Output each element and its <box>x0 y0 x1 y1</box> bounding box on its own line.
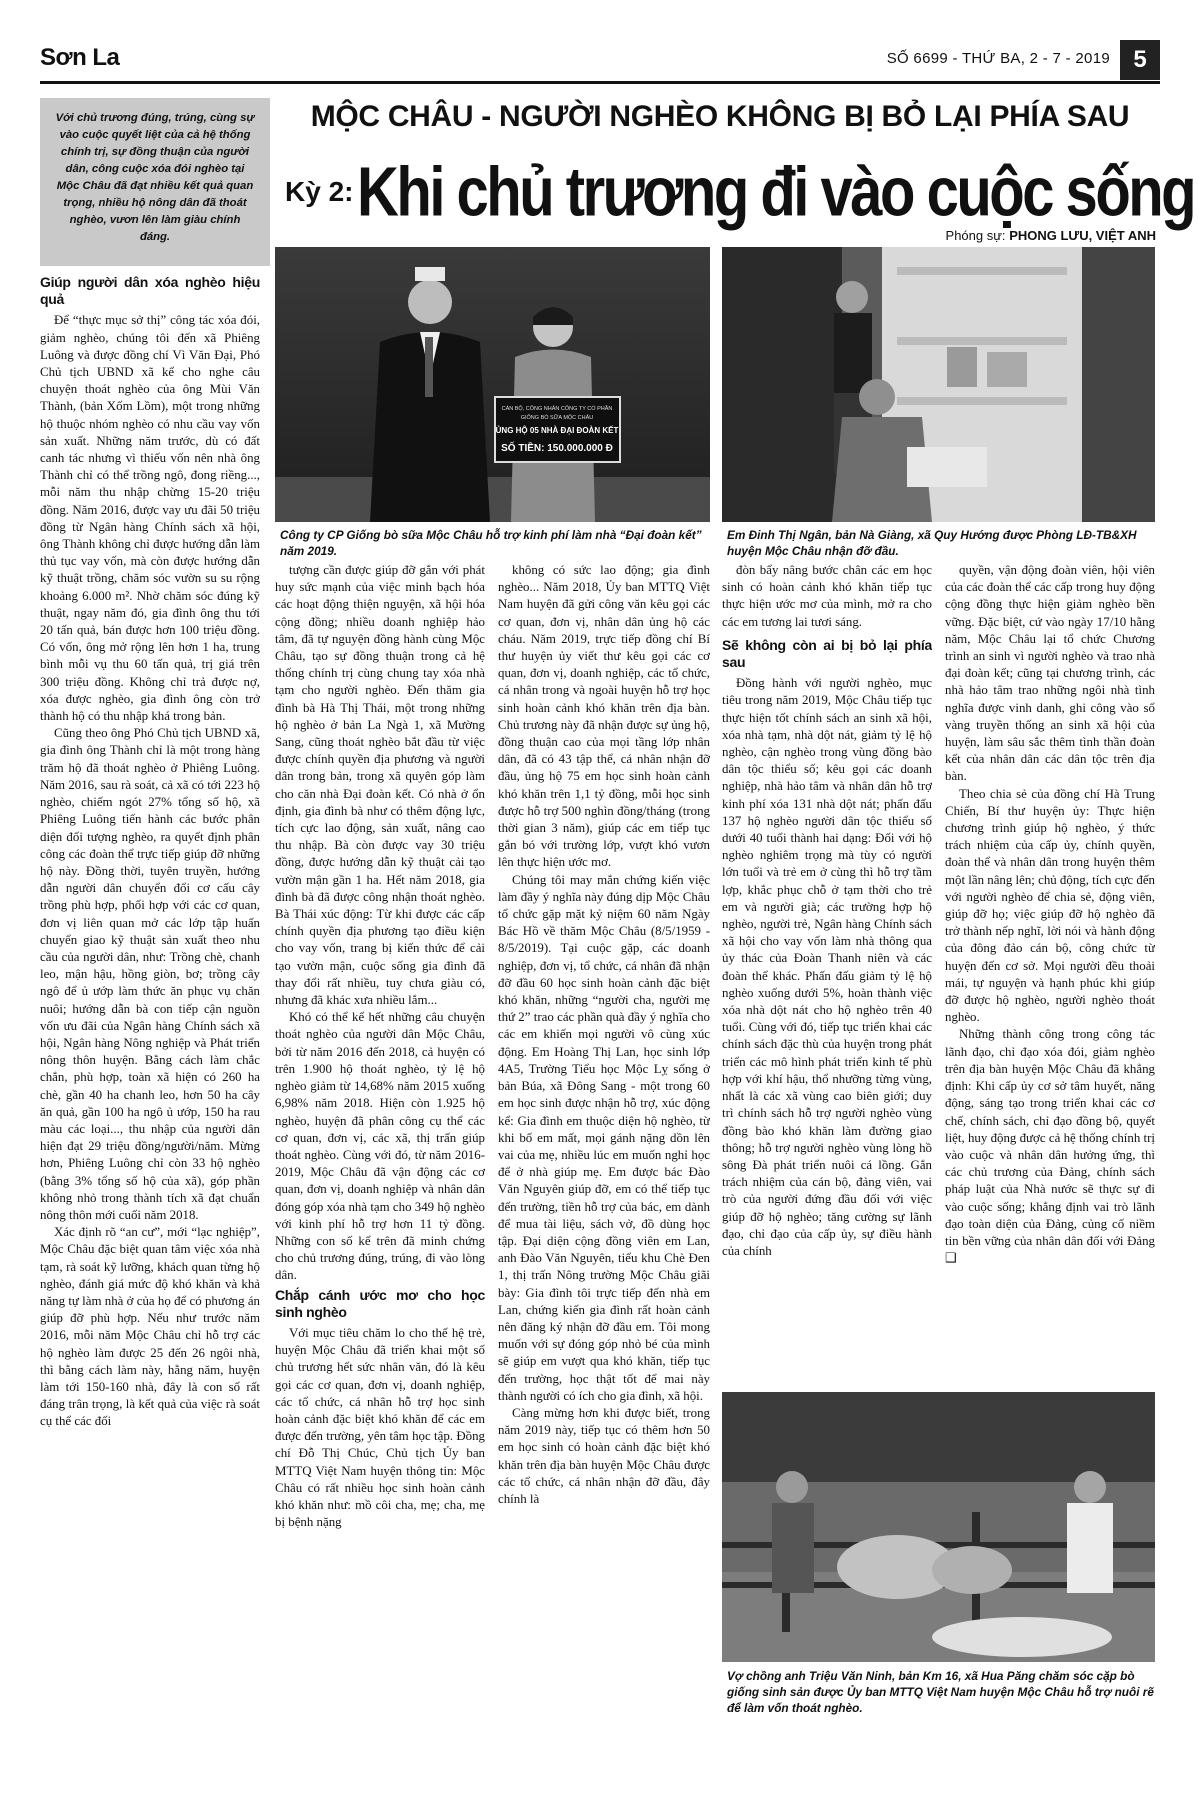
photo-student <box>722 247 1155 522</box>
article-paragraph: quyền, vận động đoàn viên, hội viên của các đoàn thể các cấp trong huy động cộng đồng thực hiện giảm nghèo bền vững. Đặc biệt, cứ vào ngày 17/10 hằng năm, Mộc Châu lại tổ chức Chương trình an sinh vì người nghèo và trao nhà đại đoàn kết; cũng tại chương trình, các nhà hảo tâm trao những ngôi nhà tình nghĩa được vinh danh, ghi công vào sổ vàng truyền thống an sinh xã hội của huyện, làm sâu sắc thêm tình thần đoàn kết của nhân dân các dân tộc trên địa bàn. <box>945 563 1155 784</box>
article-paragraph: Khó có thể kể hết những câu chuyện thoát nghèo của người dân Mộc Châu, bởi từ năm 2016 đến 2018, cả huyện có trên 1.900 hộ thoát nghèo, tỷ lệ hộ nghèo giảm từ 14,68% năm 2015 xuống 6,98% năm 2018. Hiện còn 1.925 hộ nghèo, huyện đã phân công cụ thể các cơ quan, đơn vị, các xã, thị trấn giúp thoát nghèo. Cùng với đó, từ năm 2016-2019, Mộc Châu đã vận động các cơ quan, đơn vị, doanh nghiệp và nhân dân đóng góp xóa nhà tạm cho 349 hộ nghèo với kinh phí hỗ trợ hơn 11 tỷ đồng. Những con số kể trên đã minh chứng cho chủ trương đúng, trúng, đi vào lòng dân. <box>275 1010 485 1283</box>
article-paragraph: Xác định rõ “an cư”, mới “lạc nghiệp”, Mộc Châu đặc biệt quan tâm việc xóa nhà tạm, rà soát kỹ lưỡng, khách quan từng hộ nghèo, đánh giá mức độ khó khăn và khả năng tự làm nhà ở của họ để có phương án giúp đỡ phù hợp. Nếu như trước năm 2016, mỗi năm Mộc Châu chỉ hỗ trợ các hộ nghèo làm được 25 đến 26 ngôi nhà, thì bằng cách làm này, hằng năm, huyện làm tới 150-160 nhà, đây là con số rất đáng trân trọng, là kết quả của việc rà soát cụ thể các đối <box>40 1225 260 1429</box>
photo-cows-caption: Vợ chồng anh Triệu Văn Ninh, bản Km 16, xã Hua Păng chăm sóc cặp bò giống sinh sản được Ủy ban MTTQ Việt Nam huyện Mộc Châu hỗ trợ nuôi rẽ để làm vốn thoát nghèo. <box>727 1669 1154 1715</box>
article-paragraph: Với mục tiêu chăm lo cho thế hệ trẻ, huyện Mộc Châu đã triển khai một số chủ trương hết sức nhân văn, đó là kêu gọi các cơ quan, đơn vị, doanh nghiệp, các tổ chức, cá nhân hỗ trợ học sinh hoàn cảnh đặc biệt khó khăn để các em được đến trường, yên tâm học tập. Đồng chí Đỗ Thị Chúc, Chủ tịch Ủy ban MTTQ Việt Nam huyện thông tin: Mộc Châu có rất nhiều học sinh hoàn cảnh khó khăn như: mồ côi cha, mẹ; cha, mẹ bị bệnh nặng <box>275 1325 485 1530</box>
section-name: Sơn La <box>40 44 120 71</box>
byline-label: Phóng sự: <box>945 228 1006 243</box>
article-column-1 <box>40 272 260 1772</box>
headline-title: Khi chủ trương đi vào cuộc sống <box>357 153 1195 232</box>
headline-part: Kỳ 2: <box>285 176 354 207</box>
article-column-2 <box>275 562 485 1762</box>
subhead-student-dreams: Chắp cánh ước mơ cho học sinh nghèo <box>275 1286 485 1320</box>
byline <box>946 228 1156 243</box>
article-paragraph: Càng mừng hơn khi được biết, trong năm 2019 này, tiếp tục có thêm hơn 50 em học sinh có hoàn cảnh đặc biệt khó khăn trên địa bàn huyện Mộc Châu được các tổ chức, cá nhân nhận đỡ đầu, đây chính là <box>498 1405 710 1506</box>
subhead-poverty-help: Giúp người dân xóa nghèo hiệu quả <box>40 274 260 308</box>
photo-cows <box>722 1392 1155 1662</box>
photo-student-illustration <box>722 247 1155 522</box>
article-paragraph: không có sức lao động; gia đình nghèo... Năm 2018, Ủy ban MTTQ Việt Nam huyện đã gửi công văn kêu gọi các cơ quan, đơn vị, nhân dân ủng hộ các cháu. Năm 2019, trực tiếp đồng chí Bí thư huyện ủy viết thư kêu gọi các cơ quan, đơn vị, doanh nghiệp, các tổ chức, cá nhân trong và ngoài huyện hỗ trợ học sinh hoàn cảnh khó khăn trên địa bàn. Chủ trương này đã nhận được sự ủng hộ, đồng thuận cao của mọi tầng lớp nhân dân, đã có 43 tập thể, cá nhân nhận đỡ đầu, ủng hộ 75 em học sinh hoàn cảnh khó khăn trên 1,1 tỷ đồng, mỗi học sinh được hỗ trợ 500 nghìn đồng/tháng (trong thời gian 3 năm), giúp các em tiếp tục gắn bó với trường lớp, vượt khó vươn lên thực hiện ước mơ. <box>498 563 710 870</box>
lede-box: Với chủ trương đúng, trúng, cùng sự vào cuộc quyết liệt của cả hệ thống chính trị, sự đồng thuận của người dân, công cuộc xóa đói nghèo tại Mộc Châu đã đạt nhiều kết quả quan trọng, nhiều hộ nông dân đã thoát nghèo, vươn lên làm giàu chính đáng. <box>40 98 270 266</box>
article-paragraph: tượng cần được giúp đỡ gắn với phát huy sức mạnh của việc minh bạch hóa các hoạt động thiện nguyện, xã hội hóa cộng đồng; nhiều doanh nghiệp hảo tâm, đã tự nguyện đồng hành cùng Mộc Châu, tạo sự đồng thuận trong cả hệ thống chính trị cùng chung tay xóa nhà tạm cho người nghèo. Đến thăm gia đình bà Hà Thị Thái, một trong những hộ nghèo ở bản La Ngà 1, xã Mường Sang, cũng thoát nghèo bắt đầu từ việc được chính quyền địa phương và người dân trong bản, trong xã quyên góp làm cho căn nhà Đại đoàn kết. Có nhà ở ổn định, gia đình bà như có thêm động lực, tích cực lao động, sản xuất, nâng cao thu nhập. Bà còn được vay 30 triệu đồng, được hướng dẫn kỹ thuật cải tạo vườn mận gần 1 ha. Hết năm 2018, gia đình bà đã được công nhận thoát nghèo. Bà Thái xúc động: Từ khi được các cấp chính quyền địa phương tạo điều kiện cho vay vốn, trang bị kiến thức để cải tạo vườn mận, cuộc sống gia đình đã thay đổi rất nhiều, tuy chưa giàu có, nhưng đã khác xưa nhiều lắm... <box>275 563 485 1008</box>
sign-line-1: CÁN BỘ, CÔNG NHÂN CÔNG TY CỔ PHẦN <box>501 406 613 412</box>
article-paragraph: Để “thực mục sở thị” công tác xóa đói, giảm nghèo, chúng tôi đến xã Phiêng Luông và được đồng chí Vì Văn Đại, Phó Chủ tịch UBND xã kể cho nghe câu chuyện thoát nghèo của ông Mùi Văn Thành, (bản Xốm Lồm), một trong những hộ thuộc nhóm nghèo có nhu cầu vay vốn sản xuất. Những năm trước, dù có đất canh tác nhưng vì thiếu vốn nên nhà ông Thành chỉ có thể trồng ngô, đong riềng..., mỗi năm thu nhập chừng 15-20 triệu đồng. Năm 2016, được vay ưu đãi 50 triệu đồng từ Ngân hàng Chính sách xã hội, ông Thành không chỉ được hướng dẫn làm thủ tục vay vốn, mà còn được hướng dẫn kỹ thuật trồng, chăm sóc vườn su su rộng khoảng 6.000 m². Nhờ chăm sóc đúng kỹ thuật, ngay năm đó, gia đình ông thu tới 20 tấn quả, bán được hơn 100 triệu đồng. Có vốn, ông mở rộng lên hơn 1 ha, trung bình mỗi vụ thu 60 tấn quả, trị giá trên 300 triệu đồng. Không chỉ trả được nợ, xóa được nghèo, gia đình ông còn trở thành hộ có thu nhập khá trong bản. <box>40 313 260 724</box>
photo-donation-caption: Công ty CP Giống bò sữa Mộc Châu hỗ trợ kinh phí làm nhà “Đại đoàn kết” năm 2019. <box>280 528 702 558</box>
article-column-5 <box>945 562 1155 1382</box>
issue-info: SỐ 6699 - THỨ BA, 2 - 7 - 2019 <box>886 50 1110 67</box>
page-number: 5 <box>1120 40 1160 80</box>
headline <box>285 150 1195 232</box>
subhead-no-one-left-behind: Sẽ không còn ai bị bỏ lại phía sau <box>722 636 932 671</box>
article-paragraph: Những thành công trong công tác lãnh đạo, chỉ đạo xóa đói, giảm nghèo trên địa bàn huyện Mộc Châu đã khẳng định: Khi cấp ủy cơ sở tâm huyết, năng động, sáng tạo trong triển khai các cơ chế, chính sách, chỉ đạo đồng bộ, quyết liệt, huy động được cả hệ thống chính trị vào cuộc và nhân dân hưởng ứng, thì các chủ trương của Đảng, chính sách pháp luật của Nhà nước sẽ thực sự đi vào cuộc sống; khẳng định vai trò lãnh đạo toàn diện của Đảng, củng cố niềm tin bền vững của nhân dân đối với Đảng ❑ <box>945 1027 1155 1266</box>
article-paragraph: Theo chia sẻ của đồng chí Hà Trung Chiến, Bí thư huyện ủy: Thực hiện chương trình giúp hộ nghèo, ý thức trách nhiệm của cấp ủy, chính quyền, đoàn thể và nhân dân trong huyện thêm một lần nâng lên; chủ động, tích cực đến với người nghèo để chia sẻ, động viên, giúp đỡ họ; việc giúp đỡ hộ nghèo đã trở thành nếp nghĩ, lời nói và hành động của đông đảo cán bộ, công chức từ huyện đến cơ sở. Mọi người đều thoải mái, tự nguyện và hạnh phúc khi giúp đỡ được hộ nghèo, người nghèo thoát nghèo. <box>945 786 1155 1025</box>
photo-student-caption: Em Đinh Thị Ngân, bản Nà Giàng, xã Quy Hướng được Phòng LĐ-TB&XH huyện Mộc Châu nhận đỡ đầu. <box>727 528 1137 558</box>
article-paragraph: đòn bẩy nâng bước chân các em học sinh có hoàn cảnh khó khăn tiếp tục thực hiện ước mơ của mình, mở ra cho các em tương lai tươi sáng. <box>722 563 932 629</box>
photo-donation <box>275 247 710 522</box>
article-column-3 <box>498 562 710 1762</box>
article-column-4 <box>722 562 932 1382</box>
article-paragraph: Đồng hành với người nghèo, mục tiêu trong năm 2019, Mộc Châu tiếp tục thực hiện tốt chính sách an sinh xã hội, xóa nhà tạm, nhà dột nát, giảm tỷ lệ hộ nghèo, cận nghèo trong vùng đồng bào dân tộc thiểu số; kêu gọi các doanh nghiệp, nhà hảo tâm và nhân dân hỗ trợ kinh phí xóa 131 nhà dột nát; phấn đấu 137 hộ nghèo người dân tộc thiểu số dưới 40 tuổi thành hai dạng: Đối với hộ nghèo nghiêm trọng mà tùy có người lớn tuổi và trẻ em ở cùng thì hỗ trợ tầm lợp, khắc phục chỗ ở tạm thời cho trẻ em và người già; các trường hợp hộ nghèo, người trẻ, Ngân hàng Chính sách xã hội cho vay vốn làm nhà thông qua ủy thác của Đoàn Thanh niên và các đoàn thể khác. Phấn đấu giảm tỷ lệ hộ nghèo xuống dưới 5%, hoàn thành việc xóa nhà dột nát cho hộ nghèo trên 40 tuổi. Cùng với đó, tiếp tục triển khai các chính sách đặc thù của huyện trong phát triển các mô hình phát triển kinh tế phù hợp với khí hậu, thổ nhưỡng từng vùng, nhất là các xã vùng cao biên giới; duy trì chính sách hỗ trợ người nghèo vùng đồng bào khó khăn làm đường giao thông; hỗ trợ người nghèo vùng lòng hồ sông Đà phát triển nuôi cá lồng. Gắn trách nhiệm của cán bộ, đảng viên, vai trò của người đứng đầu đối với việc giúp đỡ hộ nghèo; tăng cường sự lãnh đạo, chỉ đạo của cấp ủy, sự điều hành của chính <box>722 676 932 1258</box>
sign-line-3: ỦNG HỘ 05 NHÀ ĐẠI ĐOÀN KẾT <box>495 426 619 435</box>
sign-line-2: GIỐNG BÒ SỮA MỘC CHÂU <box>520 415 594 421</box>
photo-cows-illustration <box>722 1392 1155 1662</box>
article-paragraph: Chúng tôi may mắn chứng kiến việc làm đầy ý nghĩa này đúng dịp Mộc Châu tổ chức gặp mặt kỷ niệm 60 năm Ngày Bác Hồ về thăm Mộc Châu (8/5/1959 - 8/5/2019). Tại cuộc gặp, các doanh nghiệp, đơn vị, tổ chức, cá nhân đã nhận đỡ đầu 60 học sinh hoàn cảnh đặc biệt khó khăn, những “người cha, người mẹ thứ 2” trao các phần quà đầy ý nghĩa cho các em khiến mọi người vô cùng xúc động. Em Hoàng Thị Lan, học sinh lớp 4A5, Trường Tiểu học Mộc Lỵ sống ở bản Búa, xã Đông Sang - một trong 60 em học sinh được nhận hỗ trợ, xúc động kể: Gia đình em thuộc diện hộ nghèo, từ khi bố em mất, mọi gánh nặng dồn lên vai của mẹ, nhiều lúc em muốn nghỉ học để ở nhà giúp mẹ. Em được bác Đào Văn Nguyên giúp đỡ, em có thể tiếp tục đến trường, tiền hỗ trợ của bác, em dành để mua tài liệu, sách vở, đồ dùng học tập. Đại diện cộng đồng viên em Lan, anh Đào Văn Nguyên, tiểu khu Chè Đen 1, thị trấn Nông trường Mộc Châu giãi bày: Gia đình tôi trực tiếp đến nhà em Lan, chứng kiến gia đình rất hoàn cảnh nên đăng ký nhận đỡ đầu em. Tôi mong muốn với sự đóng góp nhỏ bé của mình sẽ giúp em vượt qua khó khăn, tiếp tục đến trường, học thật tốt để mai này thành người có ích cho gia đình, xã hội. <box>498 872 710 1403</box>
byline-authors: PHONG LƯU, VIỆT ANH <box>1009 228 1156 243</box>
sign-line-4: SỐ TIỀN: 150.000.000 Đ <box>501 443 613 454</box>
kicker: MỘC CHÂU - NGƯỜI NGHÈO KHÔNG BỊ BỎ LẠI PHÍA SAU <box>310 100 1130 133</box>
article-paragraph: Cũng theo ông Phó Chủ tịch UBND xã, gia đình ông Thành chỉ là một trong hàng trăm hộ đã thoát nghèo ở Phiêng Luông. Năm 2016, sau rà soát, cả xã có tới 223 hộ nghèo, chiếm ngót 27% tổng số hộ, xã Phiêng Luông tiến hành các bước phân diện đối tượng nghèo, ra quyết định phân công các đoàn thể trực tiếp giúp đỡ những hộ này. Đồng thời, tuyên truyền, hướng dẫn người dân chuyển đổi cơ cấu cây trồng phù hợp, phối hợp với các cơ quan, đơn vị liên quan mở các lớp tập huấn chuyển giao kỹ thuật sản xuất theo nhu cầu của người dân, như: Trồng chè, chanh leo, mận hậu, hồng giòn, bơ; trồng cây ngô để ủ ướp làm thức ăn phục vụ chăn nuôi; hướng dẫn bà con tiếp cận nguồn vốn ưu đãi của Ngân hàng Chính sách xã hội, Ngân hàng Nông nghiệp và Phát triển nông thôn huyện. Bằng cách làm chắc chắn, phù hợp, toàn xã hiện có 260 ha chè, gần 40 ha chanh leo, hơn 50 ha cây ăn quả, gần 100 ha ngô ủ ướp, 150 ha rau màu các loại..., thu nhập của người dân hiện đạt 29 triệu đồng/người/năm. Mừng hơn, Phiêng Luông chỉ còn 33 hộ nghèo (bằng 3% tổng số hộ của xã), góp phần không nhỏ trong thành tích xã đạt chuẩn nông thôn mới cuối năm 2018. <box>40 726 260 1222</box>
masthead <box>40 40 1160 84</box>
photo-donation-illustration <box>275 247 710 522</box>
